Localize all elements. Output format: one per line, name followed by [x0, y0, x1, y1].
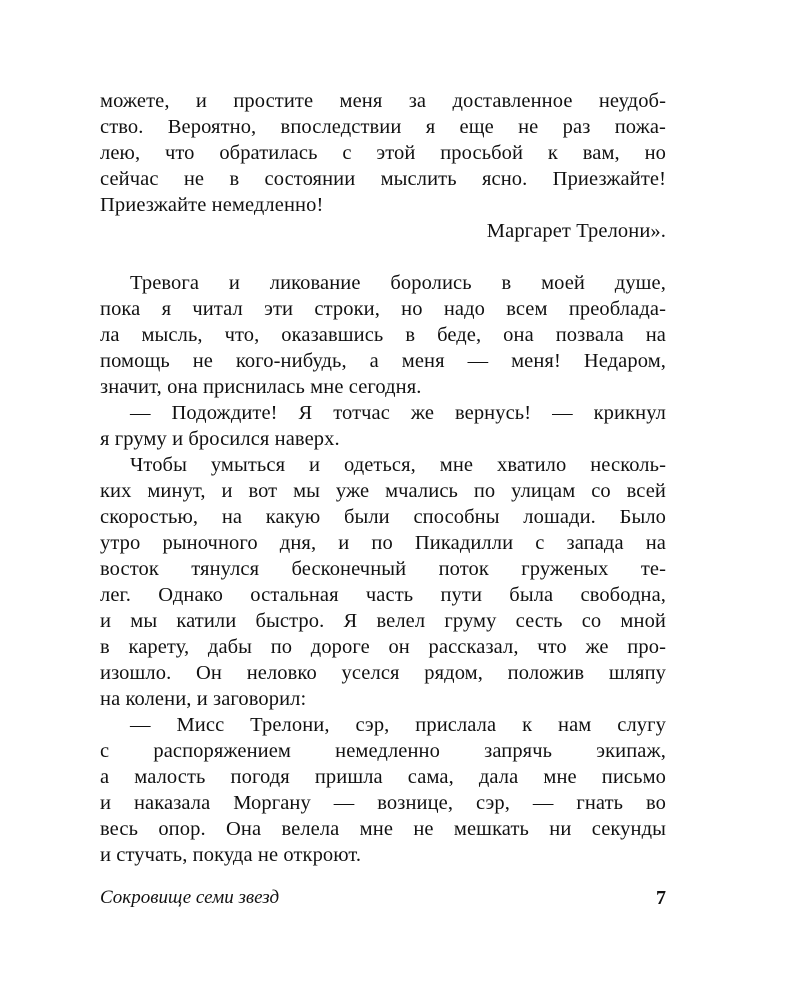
text-line: скоростью, на какую были способны лошади. Было [100, 506, 666, 528]
text-line: ких минут, и вот мы уже мчались по улицам со всей [100, 480, 666, 502]
letter-signature: Маргарет Трелони». [486, 220, 666, 242]
text-line: ство. Вероятно, впоследствии я еще не раз пожа- [100, 116, 666, 138]
text-line: с распоряжением немедленно запрячь экипаж, [100, 740, 666, 762]
text-line: пока я читал эти строки, но надо всем преоблада- [100, 298, 666, 320]
page-number: 7 [656, 887, 666, 909]
text-line: утро рыночного дня, и по Пикадилли с запада на [100, 532, 666, 554]
text-line: на колени, и заговорил: [100, 688, 307, 710]
text-line: Приезжайте немедленно! [100, 194, 324, 216]
text-line: я груму и бросился наверх. [100, 428, 340, 450]
text-line: Чтобы умыться и одеться, мне хватило несколь- [130, 454, 666, 476]
paragraph-gap [100, 244, 666, 270]
text-line: весь опор. Она велела мне не мешкать ни секунды [100, 818, 666, 840]
text-line: и наказала Моргану — вознице, сэр, — гнать во [100, 792, 666, 814]
text-line: лег. Однако остальная часть пути была свободна, [100, 584, 666, 606]
text-line: помощь не кого-нибудь, а меня — меня! Недаром, [100, 350, 666, 372]
text-line: можете, и простите меня за доставленное неудоб- [100, 90, 666, 112]
text-line: и мы катили быстро. Я велел груму сесть со мной [100, 610, 666, 632]
text-line: ла мысль, что, оказавшись в беде, она позвала на [100, 324, 666, 346]
text-line: лею, что обратилась с этой просьбой к вам, но [100, 142, 666, 164]
text-line: в карету, дабы по дороге он рассказал, что же про- [100, 636, 666, 658]
text-line: значит, она приснилась мне сегодня. [100, 376, 422, 398]
text-line: и стучать, покуда не откроют. [100, 844, 362, 866]
text-line: — Подождите! Я тотчас же вернусь! — крикнул [130, 402, 666, 424]
text-line: — Мисс Трелони, сэр, прислала к нам слугу [130, 714, 666, 736]
text-line: восток тянулся бесконечный поток груженых те- [100, 558, 666, 580]
text-line: изошло. Он неловко уселся рядом, положив шляпу [100, 662, 666, 684]
page-footer [100, 884, 666, 912]
text-line: а малость погодя пришла сама, дала мне письмо [100, 766, 666, 788]
text-line: Тревога и ликование боролись в моей душе, [130, 272, 666, 294]
text-line: сейчас не в состоянии мыслить ясно. Приезжайте! [100, 168, 666, 190]
running-title: Сокровище семи звезд [100, 887, 280, 908]
page-body [100, 88, 666, 868]
